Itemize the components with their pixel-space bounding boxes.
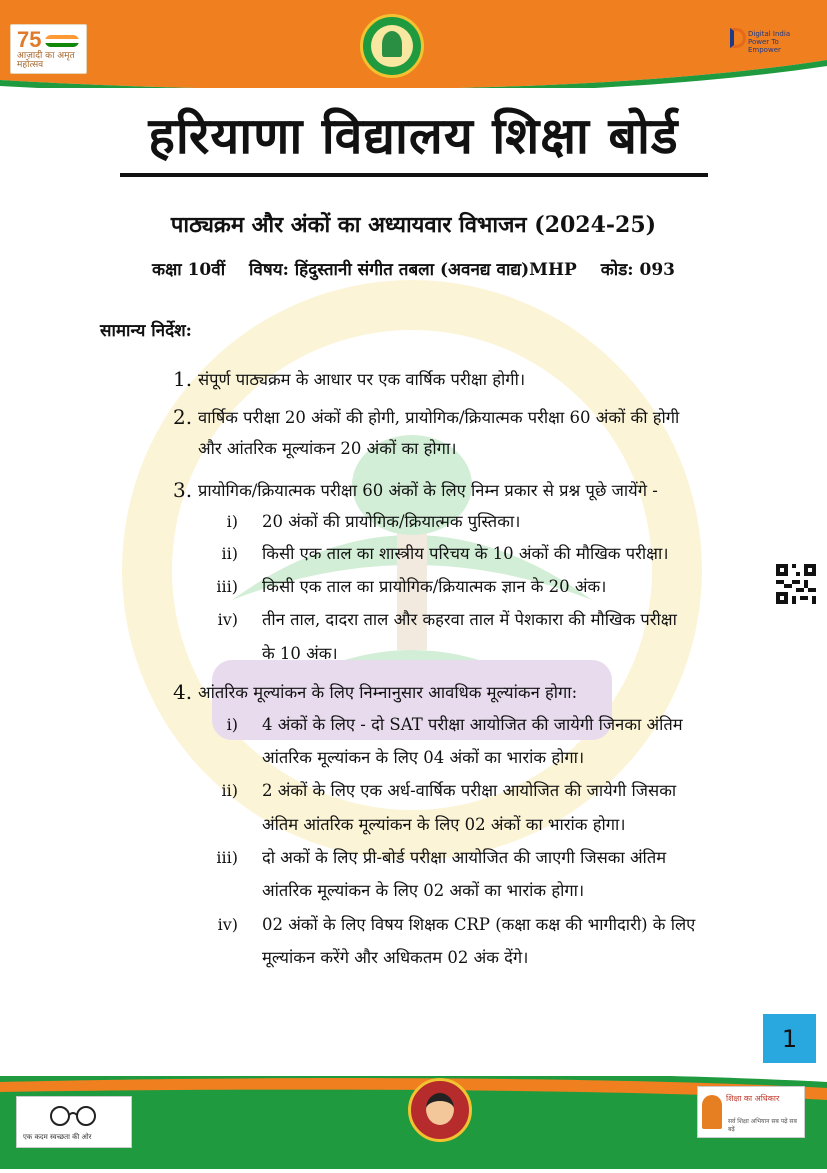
sub-item-text: तीन ताल, दादरा ताल और कहरवा ताल में पेशकारा की मौखिक परीक्षा xyxy=(262,610,677,629)
sub-item-number: ii) xyxy=(221,781,238,800)
instruction-number: 4. xyxy=(173,680,193,704)
sub-item-text: आंतरिक मूल्यांकन के लिए 04 अंकों का भारांक होगा। xyxy=(262,748,585,767)
subject-label: विषय: हिंदुस्तानी संगीत तबला (अवनद्य वाद्य)MHP xyxy=(249,260,577,280)
sub-item-number: i) xyxy=(226,512,238,531)
beti-bachao-logo xyxy=(408,1078,472,1142)
instruction-text: और आंतरिक मूल्यांकन 20 अंकों का होगा। xyxy=(198,439,457,458)
syllabus-title: पाठ्यक्रम और अंकों का अध्यायवार विभाजन (2024-25) xyxy=(170,212,657,238)
shiksha-adhikar-logo: शिक्षा का अधिकार सर्व शिक्षा अभियान सब पढ़ें सब बढ़ें xyxy=(697,1086,805,1138)
swachh-bharat-logo: एक कदम स्वच्छता की ओर xyxy=(16,1096,132,1148)
instruction-text: आंतरिक मूल्यांकन के लिए निम्नानुसार आवधिक मूल्यांकन होगा: xyxy=(198,683,578,702)
sub-item-text: दो अकों के लिए प्री-बोर्ड परीक्षा आयोजित की जाएगी जिसका अंतिम xyxy=(262,848,667,867)
sub-item-text: 4 अंकों के लिए - दो SAT परीक्षा आयोजित की जायेगी जिनका अंतिम xyxy=(262,715,683,734)
board-seal-icon xyxy=(360,14,424,78)
sub-item-text: अंतिम आंतरिक मूल्यांकन के लिए 02 अंकों का भारांक होगा। xyxy=(262,815,626,834)
class-subject-line xyxy=(0,257,827,280)
sub-item-text: मूल्यांकन करेंगे और अधिकतम 02 अंक देंगे। xyxy=(262,948,529,967)
sub-item-text: के 10 अंक। xyxy=(262,644,338,663)
class-label: कक्षा 10वीं xyxy=(152,260,226,280)
code-label: कोड: 093 xyxy=(600,260,675,280)
digital-india-logo: Digital India Power To Empower xyxy=(730,26,798,54)
sub-item-number: iv) xyxy=(217,915,238,934)
general-instructions-heading: सामान्य निर्देश: xyxy=(100,321,192,341)
sub-item-number: i) xyxy=(226,715,238,734)
azadi-amrit-mahotsav-logo: 75 आज़ादी का अमृत महोत्सव xyxy=(10,24,87,74)
sub-item-text: 02 अंकों के लिए विषय शिक्षक CRP (कक्षा कक्ष की भागीदारी) के लिए xyxy=(262,915,696,934)
sub-item-text: किसी एक ताल का प्रायोगिक/क्रियात्मक ज्ञान के 20 अंक। xyxy=(262,577,607,596)
sub-item-number: iii) xyxy=(216,848,238,867)
sub-item-text: आंतरिक मूल्यांकन के लिए 02 अकों का भारांक होगा। xyxy=(262,881,585,900)
instruction-number: 3. xyxy=(173,478,193,502)
instruction-text: संपूर्ण पाठ्यक्रम के आधार पर एक वार्षिक परीक्षा होगी। xyxy=(198,370,526,389)
sub-item-number: iii) xyxy=(216,577,238,596)
instruction-number: 1. xyxy=(173,367,193,391)
sub-item-text: 20 अंकों की प्रायोगिक/क्रियात्मक पुस्तिका। xyxy=(262,512,521,531)
board-title: हरियाणा विद्यालय शिक्षा बोर्ड xyxy=(148,106,679,165)
page-number: 1 xyxy=(763,1014,816,1063)
sub-item-text: 2 अंकों के लिए एक अर्ध-वार्षिक परीक्षा आयोजित की जायेगी जिसका xyxy=(262,781,677,800)
instruction-text: वार्षिक परीक्षा 20 अंकों की होगी, प्रायोगिक/क्रियात्मक परीक्षा 60 अंकों की होगी xyxy=(198,408,680,427)
instruction-text: प्रायोगिक/क्रियात्मक परीक्षा 60 अंकों के लिए निम्न प्रकार से प्रश्न पूछे जायेंगे - xyxy=(198,481,658,500)
sub-item-number: iv) xyxy=(217,610,238,629)
sub-item-text: किसी एक ताल का शास्त्रीय परिचय के 10 अंकों की मौखिक परीक्षा। xyxy=(262,544,669,563)
sub-item-number: ii) xyxy=(221,544,238,563)
title-underline xyxy=(120,173,708,177)
qr-code-icon[interactable] xyxy=(776,564,816,604)
instruction-number: 2. xyxy=(173,405,193,429)
